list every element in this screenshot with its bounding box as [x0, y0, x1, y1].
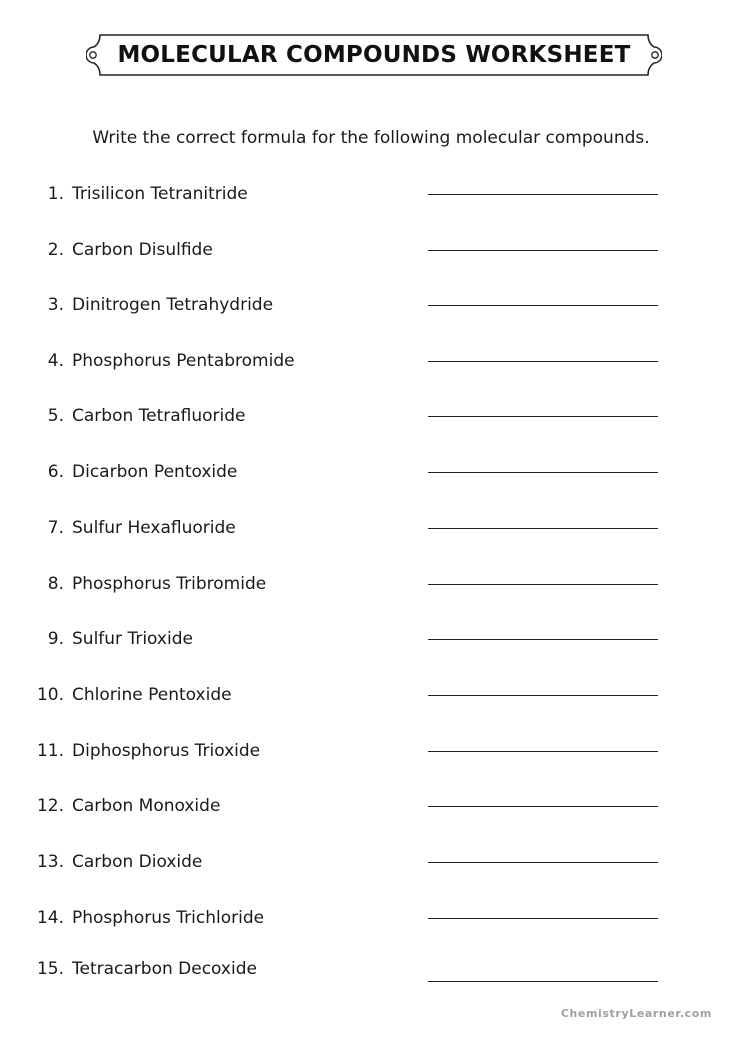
question-number: 15. [36, 959, 64, 979]
question-item [0, 239, 742, 269]
question-number: 11. [36, 741, 64, 761]
question-number: 10. [36, 685, 64, 705]
compound-name: Phosphorus Tribromide [72, 574, 267, 594]
question-item [0, 405, 742, 435]
compound-name: Dicarbon Pentoxide [72, 462, 238, 482]
question-number: 1. [47, 184, 64, 204]
page-title: MOLECULAR COMPOUNDS WORKSHEET [117, 42, 631, 68]
answer-line[interactable] [428, 361, 658, 362]
question-item [0, 907, 742, 937]
answer-line[interactable] [428, 806, 658, 807]
question-number: 12. [36, 796, 64, 816]
compound-name: Tetracarbon Decoxide [72, 959, 257, 979]
answer-line[interactable] [428, 981, 658, 982]
question-item [0, 573, 742, 603]
compound-name: Carbon Dioxide [72, 852, 203, 872]
question-number: 6. [47, 462, 64, 482]
question-number: 8. [47, 574, 64, 594]
answer-line[interactable] [428, 639, 658, 640]
question-item [0, 350, 742, 380]
question-item [0, 294, 742, 324]
answer-line[interactable] [428, 751, 658, 752]
answer-line[interactable] [428, 695, 658, 696]
compound-name: Carbon Tetrafluoride [72, 406, 246, 426]
question-number: 14. [36, 908, 64, 928]
compound-name: Phosphorus Trichloride [72, 908, 265, 928]
question-item [0, 795, 742, 825]
question-number: 9. [47, 629, 64, 649]
question-number: 13. [36, 852, 64, 872]
answer-line[interactable] [428, 528, 658, 529]
question-number: 2. [47, 240, 64, 260]
question-number: 4. [47, 351, 64, 371]
question-item [0, 851, 742, 881]
question-item [0, 684, 742, 714]
answer-line[interactable] [428, 305, 658, 306]
answer-line[interactable] [428, 862, 658, 863]
question-item [0, 740, 742, 770]
question-item [0, 628, 742, 658]
footer-watermark: ChemistryLearner.com [560, 1007, 712, 1020]
compound-name: Carbon Disulfide [72, 240, 213, 260]
answer-line[interactable] [428, 416, 658, 417]
compound-name: Chlorine Pentoxide [72, 685, 232, 705]
question-number: 3. [47, 295, 64, 315]
answer-line[interactable] [428, 194, 658, 195]
answer-line[interactable] [428, 472, 658, 473]
compound-name: Trisilicon Tetranitride [72, 184, 248, 204]
answer-line[interactable] [428, 250, 658, 251]
compound-name: Phosphorus Pentabromide [72, 351, 295, 371]
answer-line[interactable] [428, 918, 658, 919]
instructions: Write the correct formula for the following molecular compounds. [92, 128, 650, 148]
question-number: 7. [47, 518, 64, 538]
compound-name: Sulfur Trioxide [72, 629, 193, 649]
question-item [0, 958, 742, 988]
compound-name: Sulfur Hexafluoride [72, 518, 236, 538]
question-item [0, 517, 742, 547]
question-item [0, 183, 742, 213]
question-item [0, 461, 742, 491]
compound-name: Carbon Monoxide [72, 796, 221, 816]
answer-line[interactable] [428, 584, 658, 585]
compound-name: Diphosphorus Trioxide [72, 741, 261, 761]
question-number: 5. [47, 406, 64, 426]
compound-name: Dinitrogen Tetrahydride [72, 295, 274, 315]
